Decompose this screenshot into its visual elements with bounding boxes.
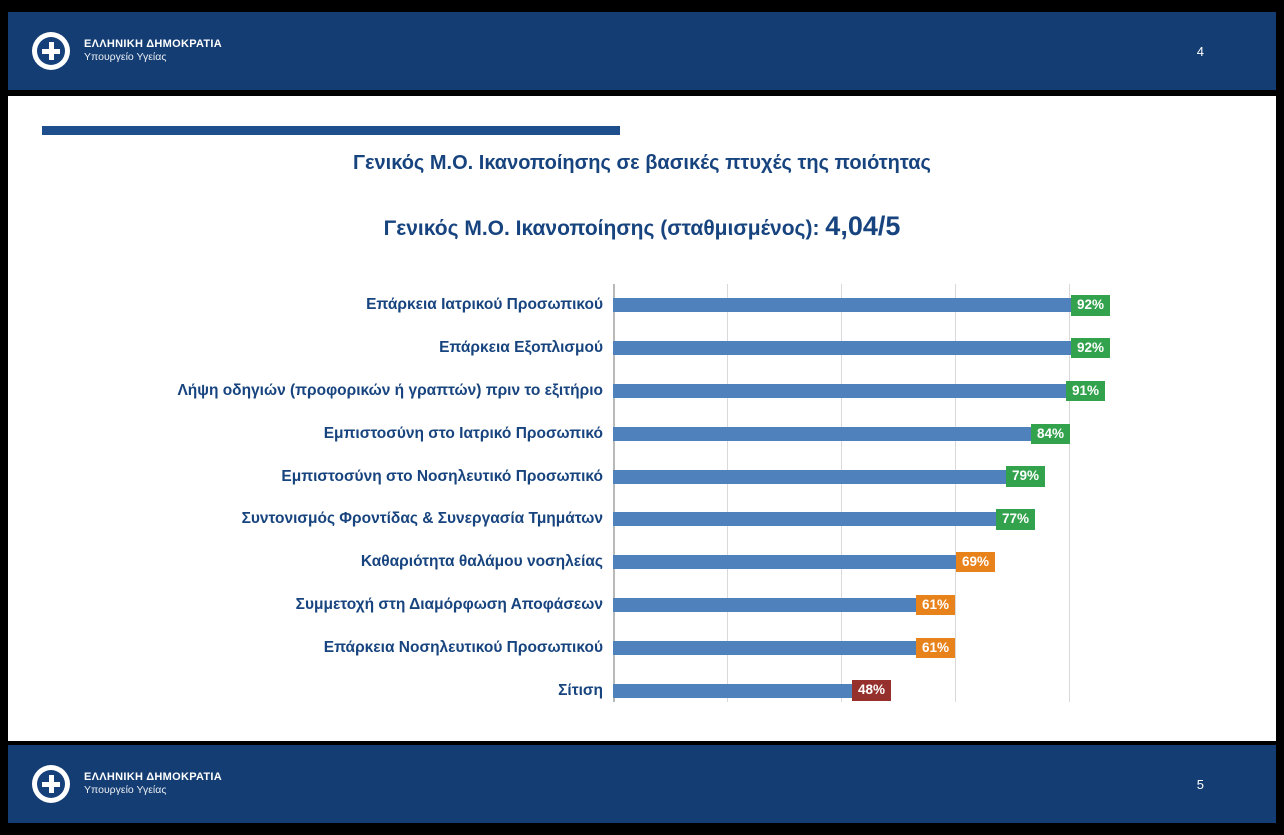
footer-page-number: 5 xyxy=(1196,776,1204,792)
category-label: Συμμετοχή στη Διαμόρφωση Αποφάσεων xyxy=(295,595,603,613)
chart-row xyxy=(295,584,1121,627)
bar xyxy=(613,512,997,526)
header-page-number: 4 xyxy=(1196,43,1204,59)
overall-score-value: 4,04/5 xyxy=(825,211,901,241)
chart-rows xyxy=(177,284,1121,712)
footer-org-subtitle: Υπουργείο Υγείας xyxy=(84,784,167,797)
header-org-subtitle: Υπουργείο Υγείας xyxy=(84,51,167,64)
category-label: Συντονισμός Φροντίδας & Συνεργασία Τμημάτων xyxy=(241,510,603,528)
chart-row xyxy=(177,370,1121,413)
footer-org-title: ΕΛΛΗΝΙΚΗ ΔΗΜΟΚΡΑΤΙΑ xyxy=(84,770,222,783)
category-label: Σίτιση xyxy=(558,681,603,699)
chart-row xyxy=(366,284,1121,327)
greek-emblem-icon xyxy=(32,765,70,803)
category-label: Επάρκεια Εξοπλισμού xyxy=(439,339,603,357)
slide-footer-bar xyxy=(8,745,1276,823)
value-label: 84% xyxy=(1031,424,1070,445)
bar xyxy=(613,598,917,612)
chart-row xyxy=(558,669,1121,712)
category-label: Εμπιστοσύνη στο Νοσηλευτικό Προσωπικό xyxy=(281,467,603,485)
value-label: 61% xyxy=(916,595,955,616)
category-label: Καθαριότητα θαλάμου νοσηλείας xyxy=(360,553,603,571)
bar xyxy=(613,470,1007,484)
overall-score-label: Γενικός Μ.Ο. Ικανοποίησης (σταθμισμένος): xyxy=(383,217,826,240)
chart-row xyxy=(323,412,1121,455)
bar xyxy=(613,427,1032,441)
chart-plot-area xyxy=(177,284,1121,712)
value-label: 77% xyxy=(996,509,1035,530)
satisfaction-bar-chart xyxy=(8,276,1276,716)
value-label: 48% xyxy=(852,680,891,701)
chart-row xyxy=(241,498,1121,541)
chart-row xyxy=(439,327,1121,370)
accent-rule xyxy=(42,126,620,135)
bar xyxy=(613,298,1072,312)
page-title: Γενικός Μ.Ο. Ικανοποίησης σε βασικές πτυχές της ποιότητας xyxy=(353,152,931,174)
chart-row xyxy=(360,541,1121,584)
overall-score-line xyxy=(8,211,1276,242)
category-label: Επάρκεια Ιατρικού Προσωπικού xyxy=(366,296,603,314)
header-org-title: ΕΛΛΗΝΙΚΗ ΔΗΜΟΚΡΑΤΙΑ xyxy=(84,37,222,50)
greek-emblem-icon xyxy=(32,32,70,70)
top-letterbox xyxy=(0,0,1284,12)
value-label: 61% xyxy=(916,638,955,659)
value-label: 91% xyxy=(1066,381,1105,402)
bar xyxy=(613,384,1067,398)
bar xyxy=(613,341,1072,355)
chart-row xyxy=(323,626,1121,669)
footer-org-text xyxy=(84,771,222,798)
category-label: Εμπιστοσύνη στο Ιατρικό Προσωπικό xyxy=(323,424,603,442)
category-label: Επάρκεια Νοσηλευτικού Προσωπικού xyxy=(323,638,603,656)
bar xyxy=(613,641,917,655)
value-label: 69% xyxy=(956,552,995,573)
category-label: Λήψη οδηγιών (προφορικών ή γραπτών) πριν το εξιτήριο xyxy=(177,381,603,399)
header-org-text xyxy=(84,38,222,65)
chart-row xyxy=(281,455,1121,498)
slide-header-bar xyxy=(8,12,1276,90)
slide-body xyxy=(8,96,1276,741)
value-label: 79% xyxy=(1006,466,1045,487)
bar xyxy=(613,555,957,569)
value-label: 92% xyxy=(1071,295,1110,316)
bar xyxy=(613,684,853,698)
value-label: 92% xyxy=(1071,338,1110,359)
